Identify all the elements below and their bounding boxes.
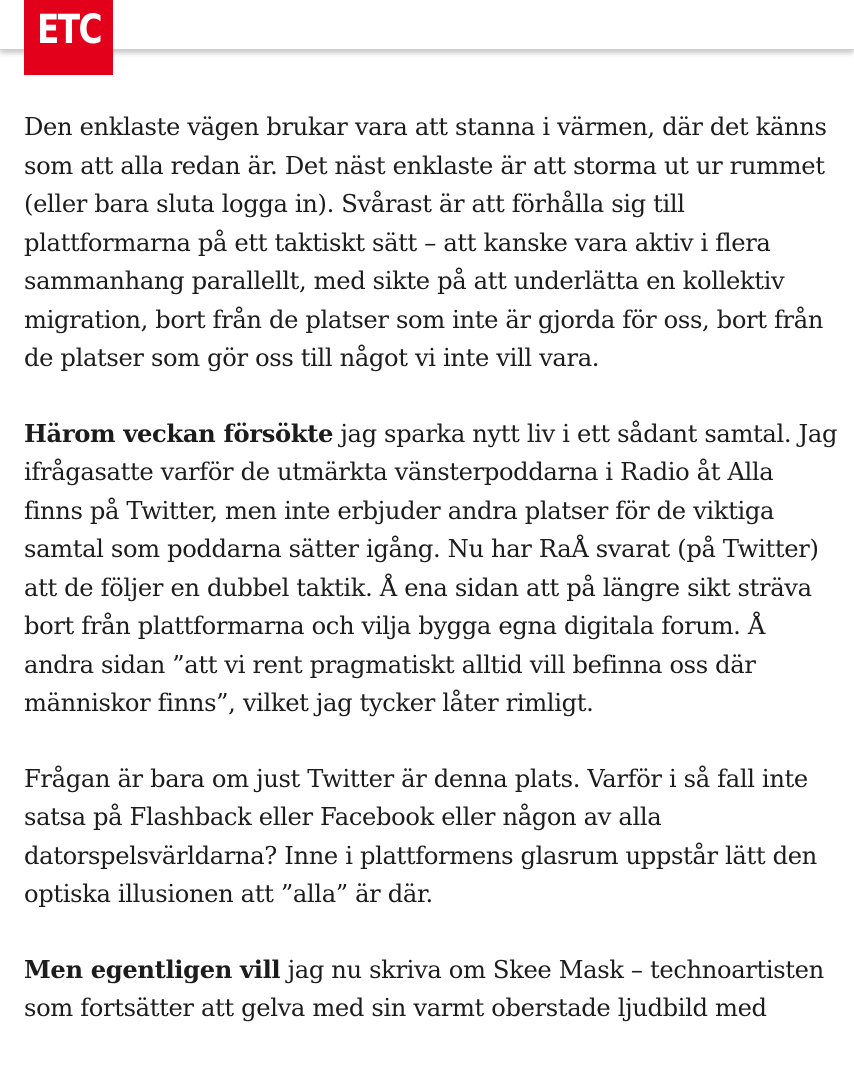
paragraph-line: som fortsätter att gelva med sin varmt oberstade ljudbild med: [24, 994, 767, 1022]
paragraph-line: migration, bort från de platser som inte är gjorda för oss, bort från: [24, 305, 824, 334]
paragraph-line: som att alla redan är. Det näst enklaste är att storma ut ur rummet: [24, 151, 825, 180]
paragraph-line-rest: jag sparka nytt liv i ett sådant samtal. Jag: [333, 419, 838, 448]
paragraph-line: optiska illusionen att ”alla” är där.: [24, 880, 433, 908]
article-paragraph: [24, 415, 854, 723]
paragraph-line: satsa på Flashback eller Facebook eller någon av alla: [24, 803, 662, 831]
paragraph-line: sammanhang parallellt, med sikte på att underlätta en kollektiv: [24, 267, 785, 295]
paragraph-line: andra sidan ”att vi rent pragmatiskt alltid vill befinna oss där: [24, 650, 756, 679]
paragraph-line: ifrågasatte varför de utmärkta vänsterpoddarna i Radio åt Alla: [24, 458, 774, 486]
article-paragraph: [24, 108, 854, 378]
paragraph-line: Frågan är bara om just Twitter är denna plats. Varför i så fall inte: [24, 764, 808, 793]
paragraph-line: finns på Twitter, men inte erbjuder andra platser för de viktiga: [24, 496, 775, 525]
paragraph-line: (eller bara sluta logga in). Svårast är att förhålla sig till: [24, 190, 685, 218]
paragraph-lead: Men egentligen vill: [24, 954, 281, 984]
article-paragraph: [24, 951, 854, 1028]
etc-logo[interactable]: [24, 0, 113, 75]
paragraph-line: [24, 951, 854, 990]
paragraph-line: bort från plattformarna och vilja bygga egna digitala forum. Å: [24, 612, 765, 640]
paragraph-line: människor finns”, vilket jag tycker låter rimligt.: [24, 689, 594, 717]
paragraph-lead: Härom veckan försökte: [24, 418, 334, 448]
paragraph-line: Den enklaste vägen brukar vara att stanna i värmen, där det känns: [24, 113, 827, 141]
paragraph-line: datorspelsvärldarna? Inne i plattformens glasrum uppstår lätt den: [24, 841, 817, 870]
article-paragraph: [24, 760, 854, 914]
article-body: [24, 108, 854, 1065]
paragraph-line: plattformarna på ett taktiskt sätt – att kanske vara aktiv i flera: [24, 228, 771, 257]
site-header: [0, 0, 854, 50]
logo-text: ETC: [36, 7, 101, 53]
paragraph-line: samtal som poddarna sätter igång. Nu har RaÅ svarat (på Twitter): [24, 535, 819, 563]
paragraph-line: att de följer en dubbel taktik. Å ena sidan att på längre sikt sträva: [24, 573, 812, 602]
paragraph-line-rest: jag nu skriva om Skee Mask – technoartisten: [280, 955, 824, 984]
paragraph-line: de platser som gör oss till något vi inte vill vara.: [24, 344, 600, 372]
paragraph-line: [24, 415, 854, 454]
